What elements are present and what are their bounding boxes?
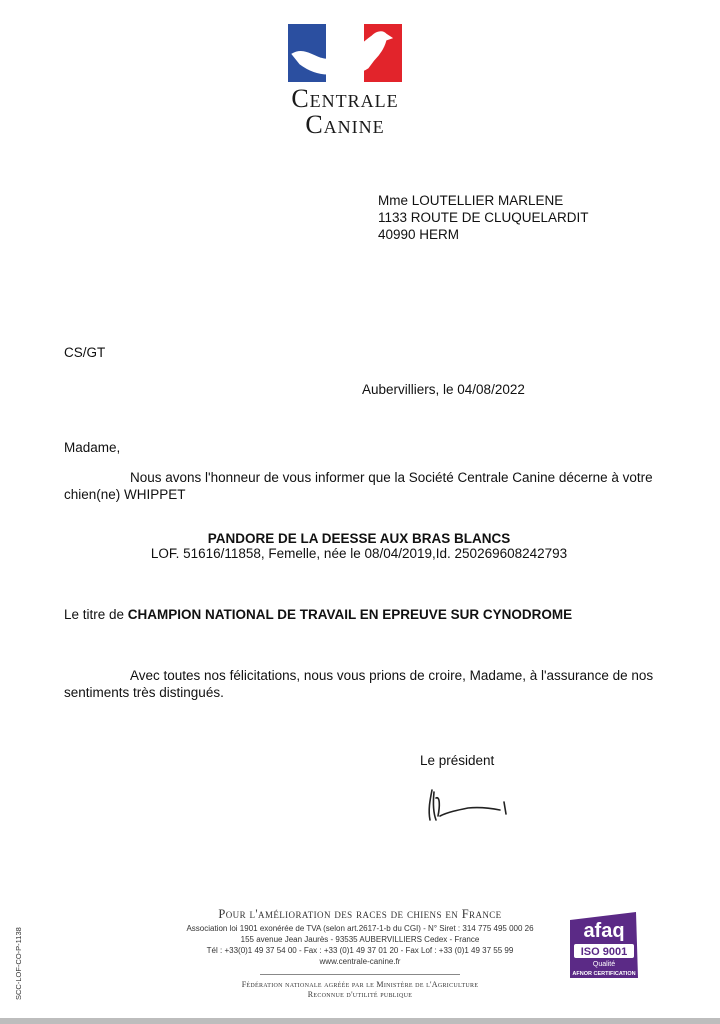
footer-federation-1: Fédération nationale agréée par le Ministère de l'Agriculture [241,980,479,989]
footer-divider [260,974,460,975]
footer-line-2: 155 avenue Jean Jaurès - 93535 AUBERVILLIERS Cedex - France [240,935,480,944]
recipient-address [378,192,589,243]
logo-line-1: Centrale [291,84,399,113]
title-awarded [64,606,572,623]
footer-line-3: Tél : +33(0)1 49 37 54 00 - Fax : +33 (0)1 49 37 01 20 - Fax Lof : +33 (0)1 49 37 55 99 [206,946,514,955]
recipient-city: 40990 HERM [378,227,460,242]
document-code: SCC-LOF-CO-P-1138 [14,927,23,1000]
centrale-canine-logo [288,24,402,82]
intro-line-1: Nous avons l'honneur de vous informer que la Société Centrale Canine décerne à votre [130,470,653,485]
reference: CS/GT [64,345,106,360]
signatory-role: Le président [420,753,495,768]
closing-paragraph [64,667,654,701]
bottom-edge [0,1018,720,1024]
intro-line-2: chien(ne) WHIPPET [64,487,186,502]
svg-text:Qualité: Qualité [592,961,616,968]
footer-tagline: Pour l'amélioration des races de chiens en France [218,907,502,921]
date-line: Aubervilliers, le 04/08/2022 [362,382,525,397]
svg-text:AFNOR CERTIFICATION: AFNOR CERTIFICATION [572,971,636,977]
recipient-street: 1133 ROUTE DE CLUQUELARDIT [378,210,589,225]
logo-wordmark [255,86,435,138]
intro-paragraph [64,469,654,503]
footer-website: www.centrale-canine.fr [319,957,401,966]
logo-line-2: Canine [305,110,385,139]
salutation: Madame, [64,440,121,455]
svg-text:afaq: afaq [583,920,625,942]
closing-line-2: sentiments très distingués. [64,685,224,700]
footer-federation-2: Reconnue d'utilité publique [307,990,413,999]
handwritten-signature [418,786,518,826]
recipient-name: Mme LOUTELLIER MARLENE [378,193,564,208]
footer-line-1: Association loi 1901 exonérée de TVA (selon art.2617-1-b du CGI) - N° Siret : 314 775 495 000 26 [186,924,534,933]
title-prefix: Le titre de [64,607,128,622]
footer [160,907,560,1000]
afaq-iso-9001-badge [566,910,642,980]
title-name: CHAMPION NATIONAL DE TRAVAIL EN EPREUVE SUR CYNODROME [127,607,573,622]
dog-logo-icon [288,24,402,82]
closing-line-1: Avec toutes nos félicitations, nous vous prions de croire, Madame, à l'assurance de nos [130,668,654,683]
dog-details: LOF. 51616/11858, Femelle, née le 08/04/2019,Id. 250269608242793 [150,546,568,561]
svg-text:ISO 9001: ISO 9001 [580,946,628,958]
dog-name: PANDORE DE LA DEESSE AUX BRAS BLANCS [207,531,511,546]
